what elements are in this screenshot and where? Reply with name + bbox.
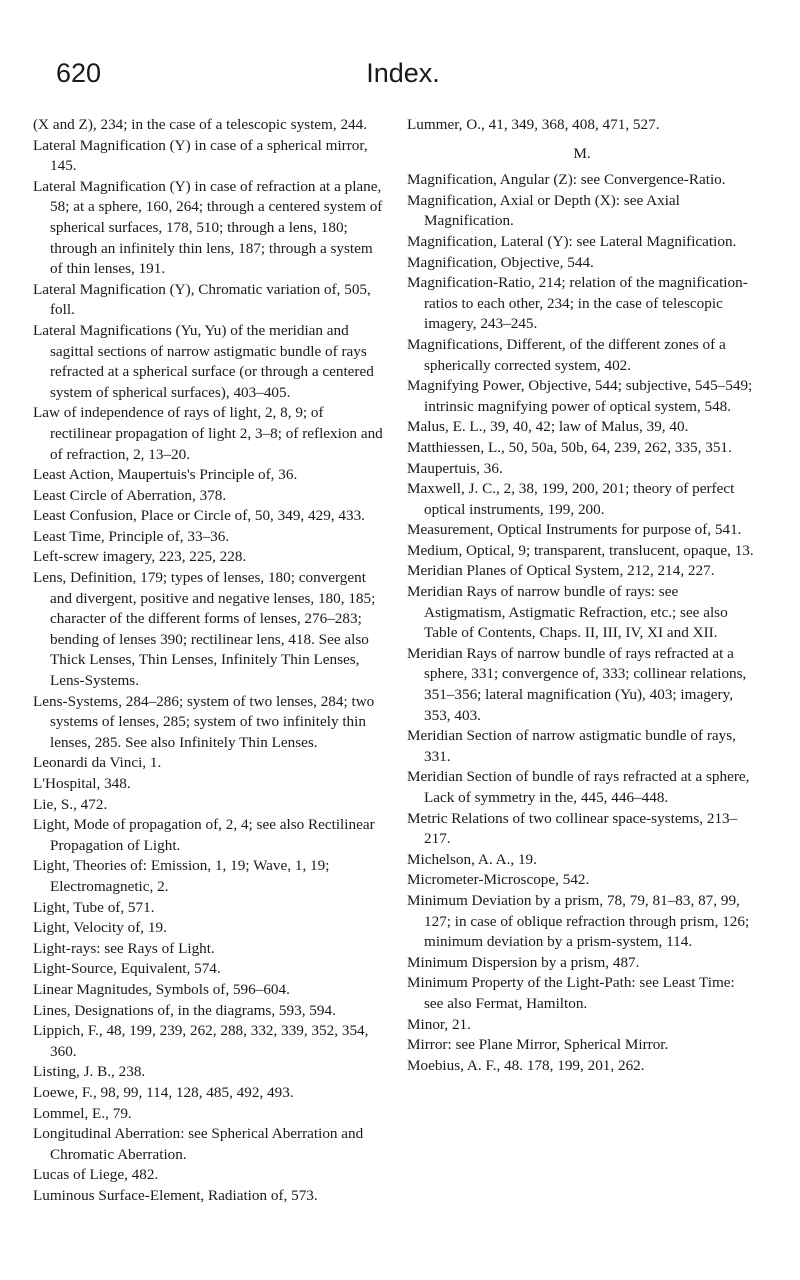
index-entry: Mirror: see Plane Mirror, Spherical Mirror. xyxy=(407,1036,669,1054)
index-entry: Lippich, F., 48, 199, 239, 262, 288, 332, 339, 352, 354, 360. xyxy=(33,1022,369,1060)
page-number: 620 xyxy=(56,58,102,88)
index-entry: Magnifications, Different, of the different zones of a spherically corrected system, 402. xyxy=(407,335,726,374)
index-entry: Least Circle of Aberration, 378. xyxy=(33,486,227,504)
index-entry: L'Hospital, 348. xyxy=(33,775,131,792)
index-entry: Malus, E. L., 39, 40, 42; law of Malus, 39, 40. xyxy=(407,418,689,436)
index-entry: Listing, J. B., 238. xyxy=(33,1063,146,1081)
index-entry: Lummer, O., 41, 349, 368, 408, 471, 527. xyxy=(407,116,660,133)
index-entry: Magnifying Power, Objective, 544; subjective, 545–549; intrinsic magnifying power of optical system, 548. xyxy=(407,377,753,415)
index-entry: Lateral Magnifications (Yu, Yu) of the meridian and sagittal sections of narrow astigmatic bundle of rays refracted at a spherical surface (or through a centered system of spherical surfaces), 403–405. xyxy=(33,321,374,401)
index-entry: Magnification-Ratio, 214; relation of the magnification-ratios to each other, 234; in the case of telescopic imagery, 243–245. xyxy=(407,274,748,333)
index-entry: Matthiessen, L., 50, 50a, 50b, 64, 239, 262, 335, 351. xyxy=(407,438,732,456)
index-entry: Light, Mode of propagation of, 2, 4; see also Rectilinear Propagation of Light. xyxy=(33,816,375,854)
section-letter: M. xyxy=(573,144,591,162)
index-entry: Micrometer-Microscope, 542. xyxy=(407,871,590,889)
index-entry: Lens-Systems, 284–286; system of two lenses, 284; two systems of lenses, 285; system of two infinitely thin lenses, 285. See also Infinitely Thin Lenses. xyxy=(33,692,375,751)
right-column xyxy=(407,115,757,1076)
index-entry: Lucas of Liege, 482. xyxy=(33,1166,159,1184)
index-entry: Minimum Property of the Light-Path: see Least Time: see also Fermat, Hamilton. xyxy=(407,974,735,1012)
index-entry: Meridian Section of narrow astigmatic bundle of rays, 331. xyxy=(407,727,736,765)
index-entry: Law of independence of rays of light, 2, 8, 9; of rectilinear propagation of light 2, 3–8; of reflexion and of refraction, 2, 13–20. xyxy=(33,404,383,463)
index-entry: Luminous Surface-Element, Radiation of, 573. xyxy=(33,1186,318,1204)
index-entry: Lateral Magnification (Y), Chromatic variation of, 505, foll. xyxy=(33,280,371,319)
index-entry: Lateral Magnification (Y) in case of refraction at a plane, 58; at a sphere, 160, 264; through a centered system of spherical surfaces, 178, 510; through a lens, 180; through an infinitely thin lens, 187; through a system of thin lenses, 191. xyxy=(33,177,383,278)
index-entry: Medium, Optical, 9; transparent, translucent, opaque, 13. xyxy=(407,541,754,559)
index-entry: Meridian Rays of narrow bundle of rays refracted at a sphere, 331; convergence of, 333; collinear relations, 351–356; lateral magnification (Yu), 403; imagery, 353, 403. xyxy=(407,644,747,724)
index-entry: Least Confusion, Place or Circle of, 50, 349, 429, 433. xyxy=(33,507,365,525)
index-entry: Light, Theories of: Emission, 1, 19; Wave, 1, 19; Electromagnetic, 2. xyxy=(33,857,330,895)
index-entry: Light-rays: see Rays of Light. xyxy=(33,939,215,957)
index-entry: Light, Tube of, 571. xyxy=(33,898,155,916)
index-entry: Michelson, A. A., 19. xyxy=(407,850,537,868)
index-entry: Lateral Magnification (Y) in case of a spherical mirror, 145. xyxy=(33,136,368,175)
index-entry: Maupertuis, 36. xyxy=(407,459,503,477)
index-entry: Least Action, Maupertuis's Principle of, 36. xyxy=(33,466,298,484)
left-column xyxy=(33,115,383,1206)
index-entry: Meridian Planes of Optical System, 212, 214, 227. xyxy=(407,562,715,580)
index-entry: Moebius, A. F., 48. 178, 199, 201, 262. xyxy=(407,1056,645,1074)
index-entry: Light-Source, Equivalent, 574. xyxy=(33,960,221,978)
index-entry: Magnification, Objective, 544. xyxy=(407,253,594,271)
index-entry: Measurement, Optical Instruments for purpose of, 541. xyxy=(407,521,742,539)
index-entry: Lines, Designations of, in the diagrams, 593, 594. xyxy=(33,1001,336,1019)
index-entry: Meridian Section of bundle of rays refracted at a sphere, Lack of symmetry in the, 445, 446–448. xyxy=(407,768,750,806)
index-entry: Leonardi da Vinci, 1. xyxy=(33,754,162,772)
index-entry: Light, Velocity of, 19. xyxy=(33,919,167,937)
index-entry: Lie, S., 472. xyxy=(33,795,108,813)
index-entry: Longitudinal Aberration: see Spherical Aberration and Chromatic Aberration. xyxy=(33,1125,364,1163)
running-title: Index. xyxy=(366,58,440,88)
index-entry: Linear Magnitudes, Symbols of, 596–604. xyxy=(33,980,290,998)
index-entry: Maxwell, J. C., 2, 38, 199, 200, 201; theory of perfect optical instruments, 199, 200. xyxy=(407,480,735,518)
index-entry: Metric Relations of two collinear space-systems, 213–217. xyxy=(407,809,738,848)
index-entry: Magnification, Axial or Depth (X): see Axial Magnification. xyxy=(407,191,680,230)
index-entry: (X and Z), 234; in the case of a telescopic system, 244. xyxy=(33,116,368,133)
index-entry: Lens, Definition, 179; types of lenses, 180; convergent and divergent, positive and negative lenses, 180, 185; character of the different forms of lenses, 276–283; bending of lenses 390; rectilinear lens, 418. See also Thick Lenses, Thin Lenses, Infinitely Thin Lenses, Lens-Systems. xyxy=(33,569,376,690)
index-entry: Minimum Dispersion by a prism, 487. xyxy=(407,953,640,971)
index-entry: Minor, 21. xyxy=(407,1015,471,1033)
index-entry: Meridian Rays of narrow bundle of rays: see Astigmatism, Astigmatic Refraction, etc.; see also Table of Contents, Chaps. II, III, IV, XI and XII. xyxy=(407,583,728,642)
index-entry: Magnification, Angular (Z): see Convergence-Ratio. xyxy=(407,171,726,189)
index-entry: Left-screw imagery, 223, 225, 228. xyxy=(33,548,247,566)
index-entry: Minimum Deviation by a prism, 78, 79, 81–83, 87, 99, 127; in case of oblique refraction through prism, 126; minimum deviation by a prism-system, 114. xyxy=(407,891,750,951)
index-columns xyxy=(33,115,771,1265)
index-entry: Loewe, F., 98, 99, 114, 128, 485, 492, 493. xyxy=(33,1083,294,1101)
index-entry: Magnification, Lateral (Y): see Lateral Magnification. xyxy=(407,232,737,250)
index-entry: Least Time, Principle of, 33–36. xyxy=(33,527,230,545)
page-header xyxy=(56,58,750,98)
index-entry: Lommel, E., 79. xyxy=(33,1104,132,1122)
